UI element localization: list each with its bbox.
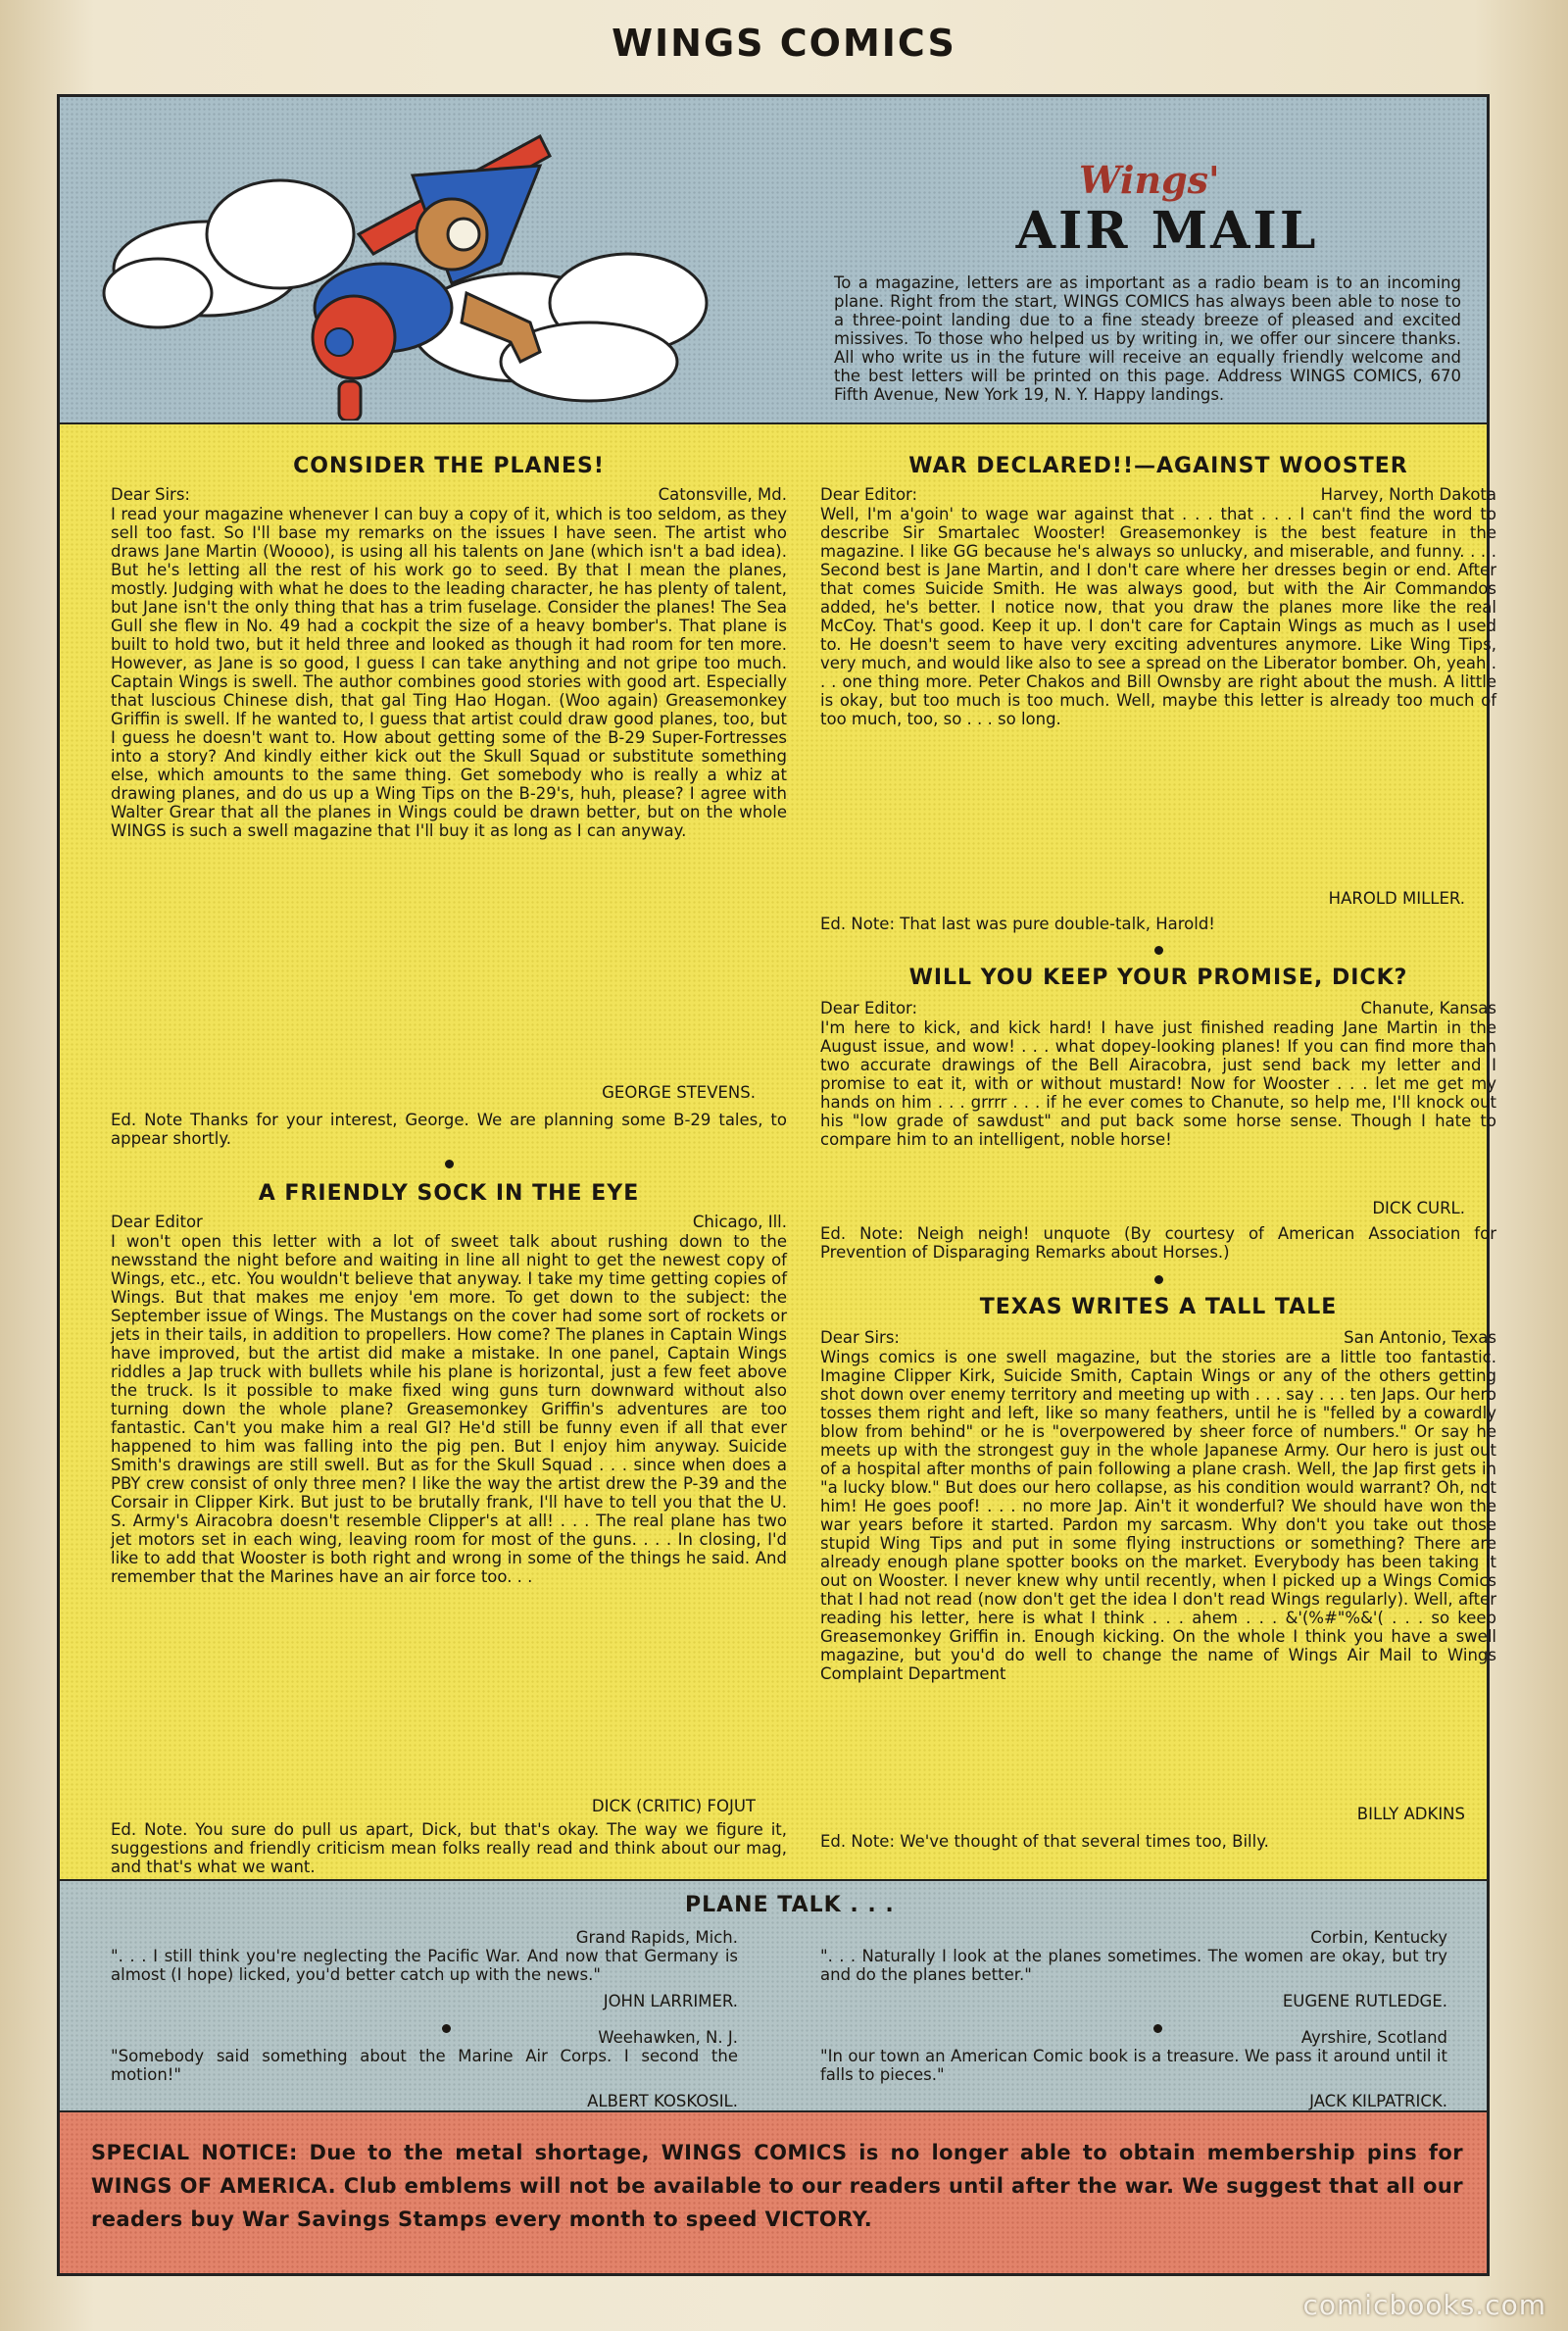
signature: GEORGE STEVENS. <box>602 1083 756 1102</box>
signature: DICK CURL. <box>1372 1199 1465 1217</box>
letter-body: I'm here to kick, and kick hard! I have just finished reading Jane Martin in the August issue, and wow! . . . what dopey-looking planes! If you can find more than two accurate drawings of the Bell Airacobra, just send back my letter and I promise to eat it, with or without mustard! Now for Wooster . . . let me get my hands on him . . . grrrr . . . if he ever comes to Chanute, so help me, I'll knock out his "low grade of sawdust" and put back some horse sense. Though I hate to compare him to an intelligent, noble horse! <box>820 1018 1496 1149</box>
letter-title: TEXAS WRITES A TALL TALE <box>979 1295 1338 1319</box>
plane-talk-item <box>111 2028 738 2110</box>
place: Chicago, Ill. <box>692 1213 787 1231</box>
letters-page-frame <box>57 94 1496 2276</box>
special-notice-text: SPECIAL NOTICE: Due to the metal shortage, WINGS COMICS is no longer able to obtain membership pins for WINGS OF AMERICA. Club emblems will not be available to our readers until after the war. We suggest that all our readers buy War Savings Stamps every month to speed VICTORY. <box>91 2141 1463 2231</box>
salutation: Dear Sirs: <box>820 1328 900 1347</box>
salutation: Dear Editor: <box>820 485 918 504</box>
letter-title: A FRIENDLY SOCK IN THE EYE <box>258 1181 640 1206</box>
letter-body: I read your magazine whenever I can buy a copy of it, which is too seldom, as they sell too fast. So I'll base my remarks on the issues I have seen. The artist who draws Jane Martin (Woooo), is using all his talents on Jane (which isn't a bad idea). But he's letting all the rest of his work go to seed. By that I mean the planes, mostly. Judging with what he does to the leading character, he has plenty of talent, but Jane isn't the only thing that has a trim fuselage. Consider the planes! The Sea Gull she flew in No. 49 had a cockpit the size of a heavy bomber's. That plane is built to hold two, but it held three and looked as though it had room for ten more. However, as Jane is so good, I guess I can take anything and not gripe too much. Captain Wings is swell. The author combines good stories with good art. Especially that luscious Chinese dish, that gal Ting Hao Hogan. (Woo again) Greasemonkey Griffin is swell. If he wanted to, I guess that artist could draw good planes, too, but I guess he doesn't want to. How about getting some of the B-29 Super-Fortresses into a story? And kindly either kick out the Skull Squad or substitute something else, which amounts to the same thing. Get somebody who is really a whiz at drawing planes, and do us up a Wing Tips on the B-29's, huh, please? I agree with Walter Grear that all the planes in Wings could be drawn better, but on the whole WINGS is such a swell magazine that I'll buy it as long as I can anyway. <box>111 505 787 840</box>
place: Catonsville, Md. <box>658 485 787 504</box>
signature: HAROLD MILLER. <box>1328 889 1465 908</box>
letter-heading <box>820 1328 1496 1347</box>
quote-text: "In our town an American Comic book is a treasure. We pass it around until it falls to pieces." <box>820 2047 1447 2084</box>
air-mail-title: AIR MAIL <box>1015 201 1319 261</box>
pilot-airplane-illustration <box>79 97 765 421</box>
plane-talk-title: PLANE TALK . . . <box>685 1893 895 1917</box>
place: Weehawken, N. J. <box>598 2028 738 2047</box>
letter-body: Wings comics is one swell magazine, but the stories are a little too fantastic. Imagine Clipper Kirk, Suicide Smith, Captain Wings or any of the others getting shot down over enemy territory and meeting up with . . . say . . . ten Japs. Our hero tosses them right and left, like so many feathers, until he is "felled by a cowardly blow from behind" or he is "overpowered by sheer force of numbers." Or say he meets up with the strongest guy in the whole Japanese Army. Our hero is just out of a hospital after months of pain following a plane crash. Well, the Jap first gets in "a lucky blow." But does our hero collapse, as his condition would warrant? Oh, not him! He goes poof! . . . no more Jap. Ain't it wonderful? We should have won the war years before it started. Pardon my sarcasm. Why don't you take out those stupid Wing Tips and put in some flying instructions or something? There are already enough plane spotter books on the market. Everybody has been taking it out on Wooster. I never knew why until recently, when I picked up a Wings Comics that I had not read (now don't get the idea I don't read Wings regularly). Well, after reading his letter, here is what I think . . . ahem . . . &'(%#"%&'( . . . so keep Greasemonkey Griffin in. Enough kicking. On the whole I think you have a swell magazine, but you'd do well to change the name of Wings Air Mail to Wings Complaint Department <box>820 1348 1496 1683</box>
editor-note: Ed. Note: Neigh neigh! unquote (By courtesy of American Association for Prevention of Disparaging Remarks about Horses.) <box>820 1224 1496 1262</box>
letter-title: CONSIDER THE PLANES! <box>293 454 605 478</box>
signature: JACK KILPATRICK. <box>1309 2092 1447 2110</box>
source-credit: comicbooks.com <box>1302 2289 1546 2321</box>
letter-body: Well, I'm a'goin' to wage war against that . . . that . . . I can't find the word to describe Sir Smartalec Wooster! Greasemonkey is the best feature in the magazine. I like GG because he's always so unlucky, and miserable, and funny. . . . Second best is Jane Martin, and I don't care where her dresses begin or end. After that comes Suicide Smith. He was always good, but with the Air Commandos added, he's better. I notice now, that you draw the planes more like the real McCoy. That's good. Keep it up. I don't care for Captain Wings as much as I used to. He doesn't seem to have very exciting adventures anymore. Like Wing Tips, very much, and would like also to see a spread on the Liberator bomber. Oh, yeah . . . one thing more. Peter Chakos and Bill Ownsby are right about the mush. A little is okay, but too much is too much. Well, maybe this letter is already too much of too much, too, so . . . so long. <box>820 505 1496 728</box>
salutation: Dear Sirs: <box>111 485 190 504</box>
editor-note: Ed. Note: That last was pure double-talk, Harold! <box>820 915 1215 933</box>
air-mail-header <box>60 97 1487 422</box>
editor-note: Ed. Note: We've thought of that several times too, Billy. <box>820 1832 1269 1851</box>
letter-heading <box>111 1213 787 1231</box>
editor-note: Ed. Note. You sure do pull us apart, Dick, but that's okay. The way we figure it, suggestions and friendly criticism mean folks really read and think about our mag, and that's what we want. <box>111 1820 787 1876</box>
signature: JOHN LARRIMER. <box>603 1992 738 2010</box>
letter-body: I won't open this letter with a lot of sweet talk about rushing down to the newsstand the night before and waiting in line all night to get the newest copy of Wings, etc., etc. You wouldn't believe that anyway. I take my time getting copies of Wings. But that makes me enjoy 'em more. To get down to the subject: the September issue of Wings. The Mustangs on the cover had some sort of rockets or jets in their tails, in addition to propellers. How come? The planes in Captain Wings have improved, but the artist did make a mistake. In one panel, Captain Wings riddles a Jap truck with bullets while his plane is horizontal, just a few feet above the truck. Is it possible to make fixed wing guns turn downward without also turning down the whole plane? Greasemonkey Griffin's adventures are too fantastic. Can't you make him a real GI? He'd still be funny even if all that ever happened to him was falling into the pig pen. But I enjoy him anyway. Suicide Smith's drawings are still swell. But as for the Skull Squad . . . since when does a PBY crew consist of only three men? I like the way the artist drew the P-39 and the Corsair in Clipper Kirk. But just to be brutally frank, I'll have to tell you that the U. S. Army's Airacobra doesn't resemble Clipper's at all! . . . The real plane has two jet motors set in each wing, leaving room for most of the guns. . . . In closing, I'd like to add that Wooster is both right and wrong in some of the things he said. And remember that the Marines have an air force too. . . <box>111 1232 787 1586</box>
salutation: Dear Editor: <box>820 999 918 1017</box>
separator-dot <box>1154 1275 1163 1284</box>
signature: EUGENE RUTLEDGE. <box>1282 1992 1447 2010</box>
letter-heading <box>111 485 787 504</box>
letter-heading <box>820 999 1496 1017</box>
wings-title: Wings' <box>1079 158 1220 202</box>
separator-dot <box>445 1160 454 1168</box>
place: Ayrshire, Scotland <box>1300 2028 1447 2047</box>
signature: ALBERT KOSKOSIL. <box>587 2092 738 2110</box>
quote-text: ". . . Naturally I look at the planes sometimes. The women are okay, but try and do the planes better." <box>820 1947 1447 1984</box>
letters-section <box>60 424 1496 1879</box>
salutation: Dear Editor <box>111 1213 203 1231</box>
plane-talk-item <box>820 1928 1447 2010</box>
place: Corbin, Kentucky <box>1310 1928 1447 1947</box>
quote-text: ". . . I still think you're neglecting the Pacific War. And now that Germany is almost (I hope) licked, you'd better catch up with the news." <box>111 1947 738 1984</box>
place: San Antonio, Texas <box>1344 1328 1496 1347</box>
editor-note: Ed. Note Thanks for your interest, George. We are planning some B-29 tales, to appear shortly. <box>111 1111 787 1148</box>
signature: BILLY ADKINS <box>1356 1805 1465 1823</box>
place: Harvey, North Dakota <box>1320 485 1496 504</box>
letter-title: WILL YOU KEEP YOUR PROMISE, DICK? <box>908 966 1408 990</box>
letter-title: WAR DECLARED!!—AGAINST WOOSTER <box>908 454 1408 478</box>
place: Grand Rapids, Mich. <box>575 1928 738 1947</box>
place: Chanute, Kansas <box>1360 999 1496 1017</box>
separator-dot <box>1154 946 1163 955</box>
letter-heading <box>820 485 1496 504</box>
plane-talk-item <box>820 2028 1447 2110</box>
masthead: WINGS COMICS <box>612 22 956 65</box>
plane-talk-item <box>111 1928 738 2010</box>
special-notice <box>60 2112 1487 2273</box>
intro-text: To a magazine, letters are as important as a radio beam is to an incoming plane. Right from the start, WINGS COMICS has always been able to nose to a three-point landing due to a fine steady breeze of pleased and excited missives. To those who helped us by writing in, we offer our sincere thanks. All who write us in the future will receive an equally friendly welcome and the best letters will be printed on this page. Address WINGS COMICS, 670 Fifth Avenue, New York 19, N. Y. Happy landings. <box>834 273 1461 404</box>
quote-text: "Somebody said something about the Marine Air Corps. I second the motion!" <box>111 2047 738 2084</box>
plane-talk-section <box>60 1881 1487 2110</box>
signature: DICK (CRITIC) FOJUT <box>591 1797 756 1815</box>
